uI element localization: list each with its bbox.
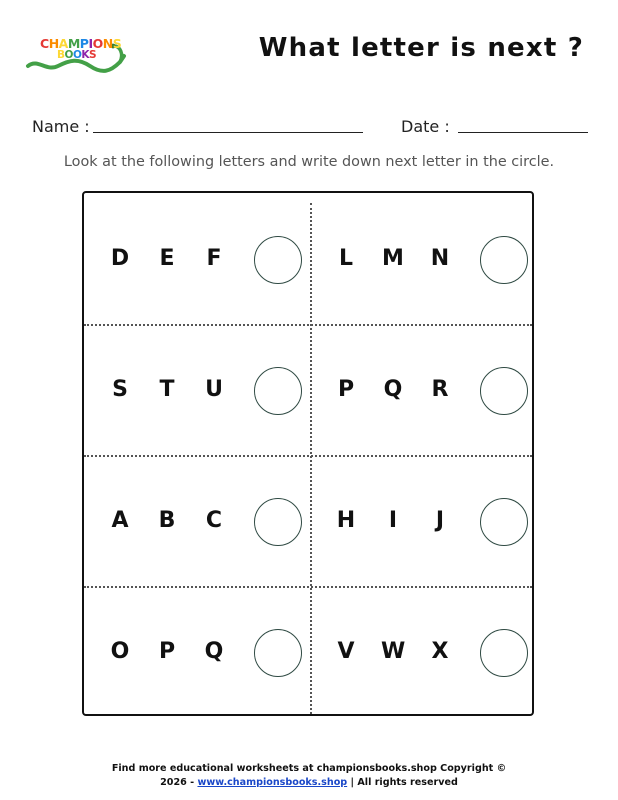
logo-letter: P (79, 36, 89, 51)
name-line[interactable] (93, 132, 363, 133)
puzzle-cell (322, 324, 548, 455)
answer-circle[interactable] (254, 236, 302, 284)
logo-letter: O (92, 36, 103, 51)
sequence-letter: V (337, 639, 355, 664)
name-label: Name : (32, 117, 90, 136)
logo-letter: N (102, 36, 113, 51)
logo-letter: M (67, 36, 80, 51)
footer-year: 2026 - (160, 777, 198, 788)
logo-word-bottom (57, 49, 96, 61)
instruction-text: Look at the following letters and write down next letter in the circle. (63, 154, 555, 170)
sequence-letter: W (381, 639, 406, 664)
sequence-letter: P (337, 377, 355, 402)
sequence-letter: H (336, 508, 356, 533)
footer-line-2 (0, 776, 618, 790)
footer-line-1: Find more educational worksheets at championsbooks.shop Copyright © (111, 763, 507, 774)
sequence-letter: U (205, 377, 223, 402)
puzzle-cell (322, 586, 548, 717)
sequence-letter: E (159, 246, 175, 271)
sequence-letter: A (111, 508, 129, 533)
championsbooks-logo (24, 36, 128, 76)
sequence-letter: O (110, 639, 130, 664)
footer (0, 762, 618, 790)
logo-letter: A (58, 36, 68, 51)
logo-letter: O (64, 49, 73, 61)
date-line[interactable] (458, 132, 588, 133)
sequence-letter: C (205, 508, 223, 533)
sequence-letter: X (431, 639, 449, 664)
logo-letter: S (112, 36, 122, 51)
sequence-letter: Q (204, 639, 224, 664)
puzzle-cell (96, 193, 322, 324)
puzzle-cell (322, 193, 548, 324)
puzzle-cell (96, 455, 322, 586)
logo-letter: C (40, 36, 49, 51)
answer-circle[interactable] (480, 629, 528, 677)
answer-circle[interactable] (480, 498, 528, 546)
answer-circle[interactable] (480, 236, 528, 284)
date-label: Date : (401, 117, 450, 136)
sequence-letter: D (110, 246, 130, 271)
logo-letter: K (81, 49, 90, 61)
answer-circle[interactable] (480, 367, 528, 415)
answer-circle[interactable] (254, 367, 302, 415)
answer-circle[interactable] (254, 498, 302, 546)
sequence-letter: R (431, 377, 449, 402)
sequence-letter: I (388, 508, 398, 533)
logo-letter: B (57, 49, 65, 61)
logo-letter: I (88, 36, 93, 51)
puzzle-board (82, 191, 534, 716)
sequence-letter: F (206, 246, 222, 271)
logo-letter: O (72, 49, 82, 61)
puzzle-cell (96, 586, 322, 717)
sequence-letter: L (338, 246, 354, 271)
logo-letter: H (48, 36, 59, 51)
footer-link[interactable]: www.championsbooks.shop (197, 777, 348, 788)
sequence-letter: B (158, 508, 176, 533)
sequence-letter: M (382, 246, 404, 271)
logo-letter: S (89, 49, 97, 61)
sequence-letter: N (430, 246, 450, 271)
sequence-letter: S (112, 377, 128, 402)
footer-rights: | All rights reserved (347, 777, 458, 788)
sequence-letter: Q (383, 377, 403, 402)
answer-circle[interactable] (254, 629, 302, 677)
sequence-letter: T (159, 377, 175, 402)
sequence-letter: P (158, 639, 176, 664)
puzzle-cell (322, 455, 548, 586)
worksheet-title: What letter is next ? (258, 33, 584, 63)
puzzle-cell (96, 324, 322, 455)
sequence-letter: J (435, 508, 445, 533)
